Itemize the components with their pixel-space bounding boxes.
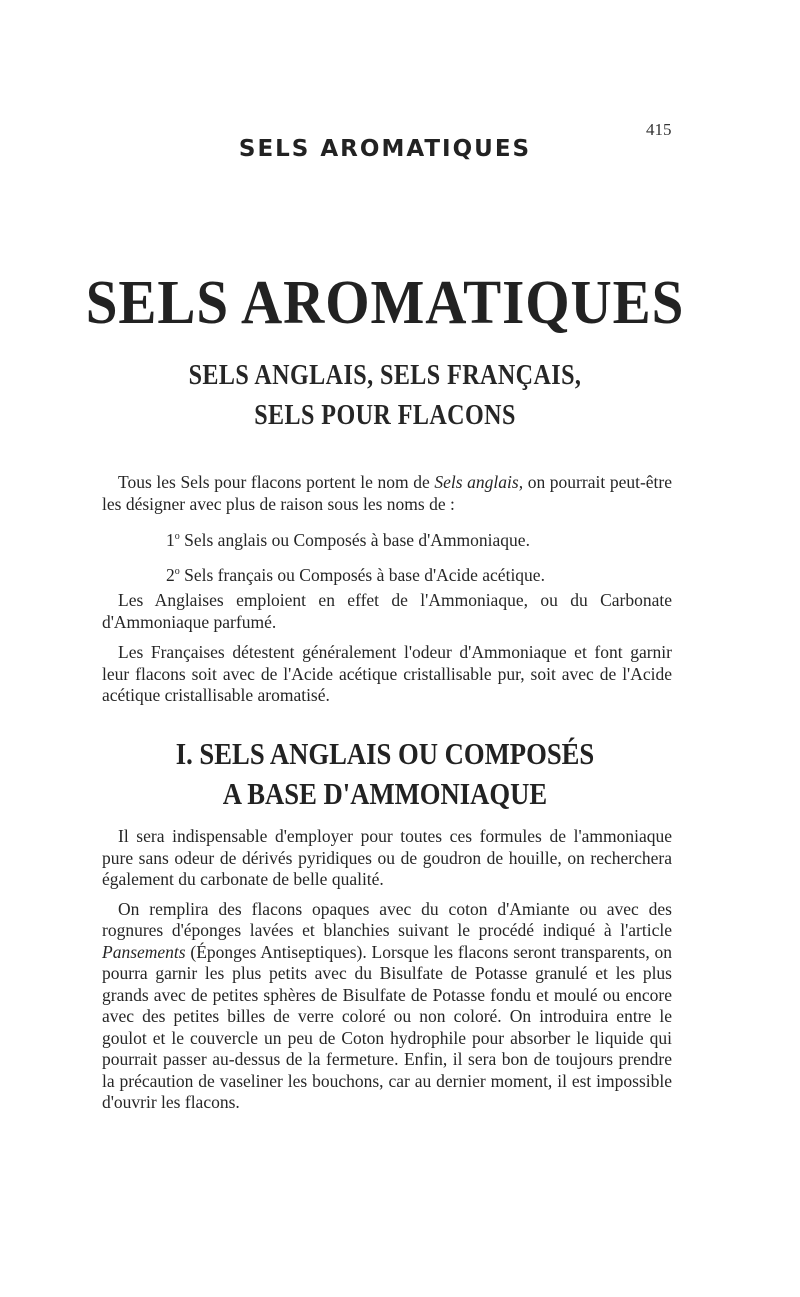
paragraph-text-start: On remplira des flacons opaques avec du coton d'Amiante ou avec des rognures d'éponges lavées et blanchies suivant le procédé indiqué à l'article <box>102 898 672 940</box>
intro-paragraph <box>102 472 672 515</box>
intro-text-end: on pourrait peut-être les désigner avec plus de raison sous les noms de : <box>102 472 672 514</box>
list-item <box>166 561 545 586</box>
paragraph: Les Anglaises emploient en effet de l'Ammoniaque, ou du Carbonate d'Ammoniaque parfumé. <box>102 590 672 632</box>
paragraph-italic: Pansements <box>102 941 186 962</box>
page-number: 415 <box>646 120 672 139</box>
chapter-subtitle-line-2: SELS POUR FLACONS <box>254 400 516 431</box>
list-ordinal: o <box>174 565 180 577</box>
list-number: 2 <box>166 564 175 585</box>
chapter-title: SELS AROMATIQUES <box>85 269 685 337</box>
paragraphs-a <box>102 590 672 716</box>
list-number: 1 <box>166 529 175 550</box>
paragraph-text-end: (Éponges Antiseptiques). Lorsque les flacons seront transparents, on pourra garnir les plus petits avec du Bisulfate de Potasse granulé et les plus grands avec de petites sphères de Bisulfate de Potasse fondu et moulé ou encore avec des petites billes de verre coloré ou non coloré. On introduira entre le goulot et le couvercle un peu de Coton hydrophile pour absorber le liquide qui pourrait passer au-dessus de la fermeture. Enfin, il sera bon de toujours prendre la précaution de vaseliner les bouchons, car au dernier moment, il est impossible d'ouvrir les flacons. <box>102 941 672 1112</box>
list-text: Sels français ou Composés à base d'Acide acétique. <box>179 564 545 585</box>
intro-italic: Sels anglais, <box>434 472 524 492</box>
paragraph: Il sera indispensable d'employer pour toutes ces formules de l'ammoniaque pure sans odeur de dérivés pyridiques ou de goudron de houille, on recherchera également du carbonate de belle qualité. <box>102 826 672 889</box>
section-heading-line-2: A BASE D'AMMONIAQUE <box>222 776 548 811</box>
intro-text-start: Tous les Sels pour flacons portent le nom de <box>118 472 435 492</box>
sels-list <box>166 526 545 596</box>
running-head: SELS AROMATIQUES <box>238 136 532 162</box>
chapter-subtitle-line-1: SELS ANGLAIS, SELS FRANÇAIS, <box>188 360 582 391</box>
paragraphs-b <box>102 826 672 1122</box>
paragraph <box>102 899 672 1114</box>
section-heading-line-1: I. SELS ANGLAIS OU COMPOSÉS <box>175 736 595 771</box>
list-item <box>166 526 545 551</box>
list-ordinal: o <box>174 531 180 542</box>
list-text: Sels anglais ou Composés à base d'Ammoniaque. <box>179 529 530 550</box>
paragraph: Les Françaises détestent généralement l'odeur d'Ammoniaque et font garnir leur flacons soit avec de l'Acide acétique cristallisable pur, soit avec de l'Acide acétique cristallisable aromatisé. <box>102 642 672 705</box>
